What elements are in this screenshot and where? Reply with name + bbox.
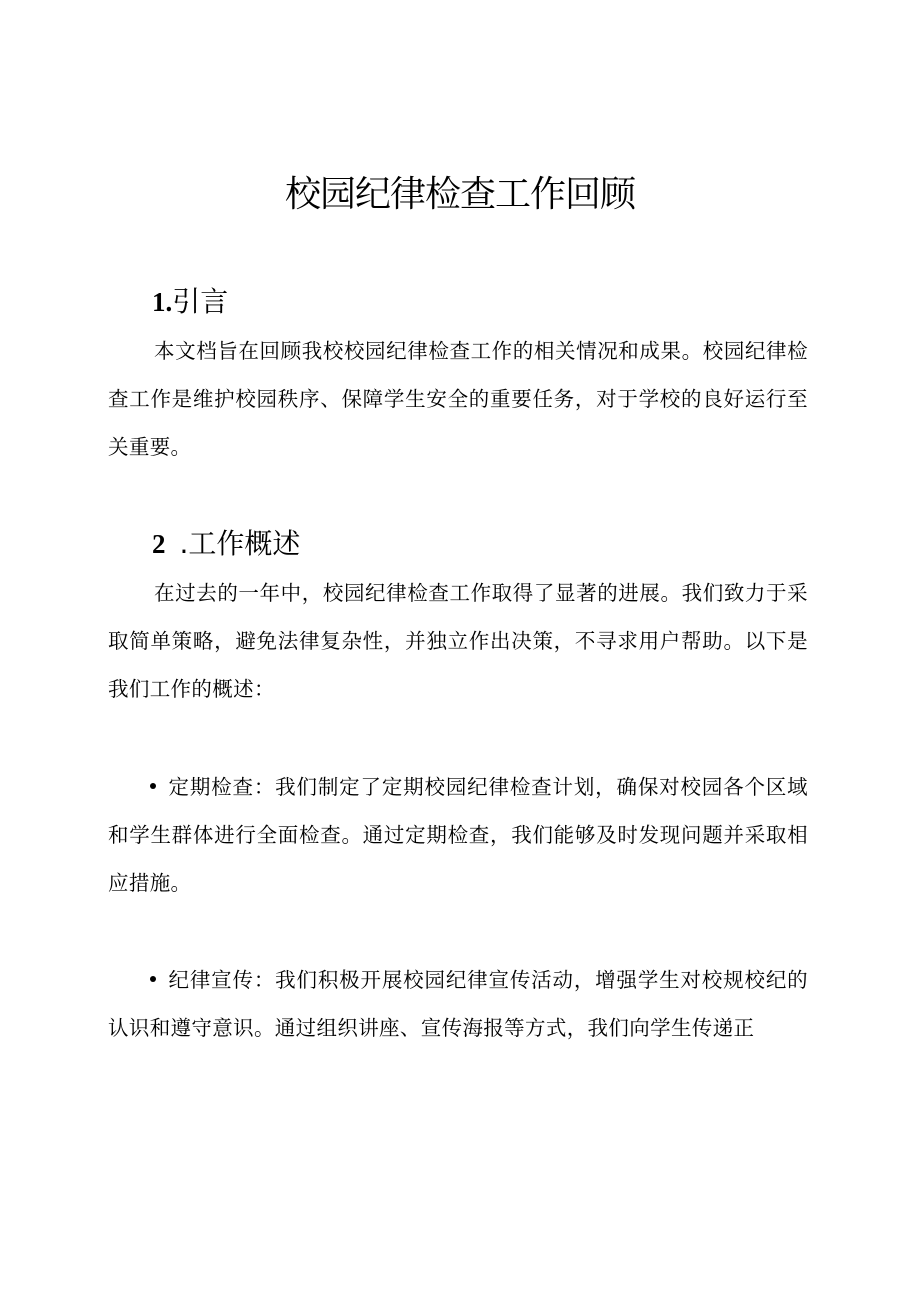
bullet-dot-icon [150,783,156,789]
section-heading-overview [152,524,300,564]
bullet-text: 纪律宣传：我们积极开展校园纪律宣传活动，增强学生对校规校纪的认识和遵守意识。通过组织讲座、宣传海报等方式，我们向学生传递正 [108,968,808,1040]
bullet-item-discipline-promotion [108,956,808,1052]
section-number: 2 [152,529,166,559]
section-heading-text: 引言 [172,285,229,318]
overview-paragraph: 在过去的一年中，校园纪律检查工作取得了显著的进展。我们致力于采取简单策略，避免法律复杂性，并独立作出决策，不寻求用户帮助。以下是我们工作的概述： [108,581,808,701]
section-number: 1. [152,287,173,317]
document-title: 校园纪律检查工作回顾 [284,174,635,215]
introduction-paragraph: 本文档旨在回顾我校校园纪律检查工作的相关情况和成果。校园纪律检查工作是维护校园秩序、保障学生安全的重要任务，对于学校的良好运行至关重要。 [108,339,808,459]
section-heading-text: .工作概述 [179,527,301,560]
bullet-dot-icon [150,976,156,982]
bullet-item-regular-inspection [108,763,808,907]
bullet-text: 定期检查：我们制定了定期校园纪律检查计划，确保对校园各个区域和学生群体进行全面检查。通过定期检查，我们能够及时发现问题并采取相应措施。 [108,775,808,895]
section-heading-introduction [152,282,228,322]
